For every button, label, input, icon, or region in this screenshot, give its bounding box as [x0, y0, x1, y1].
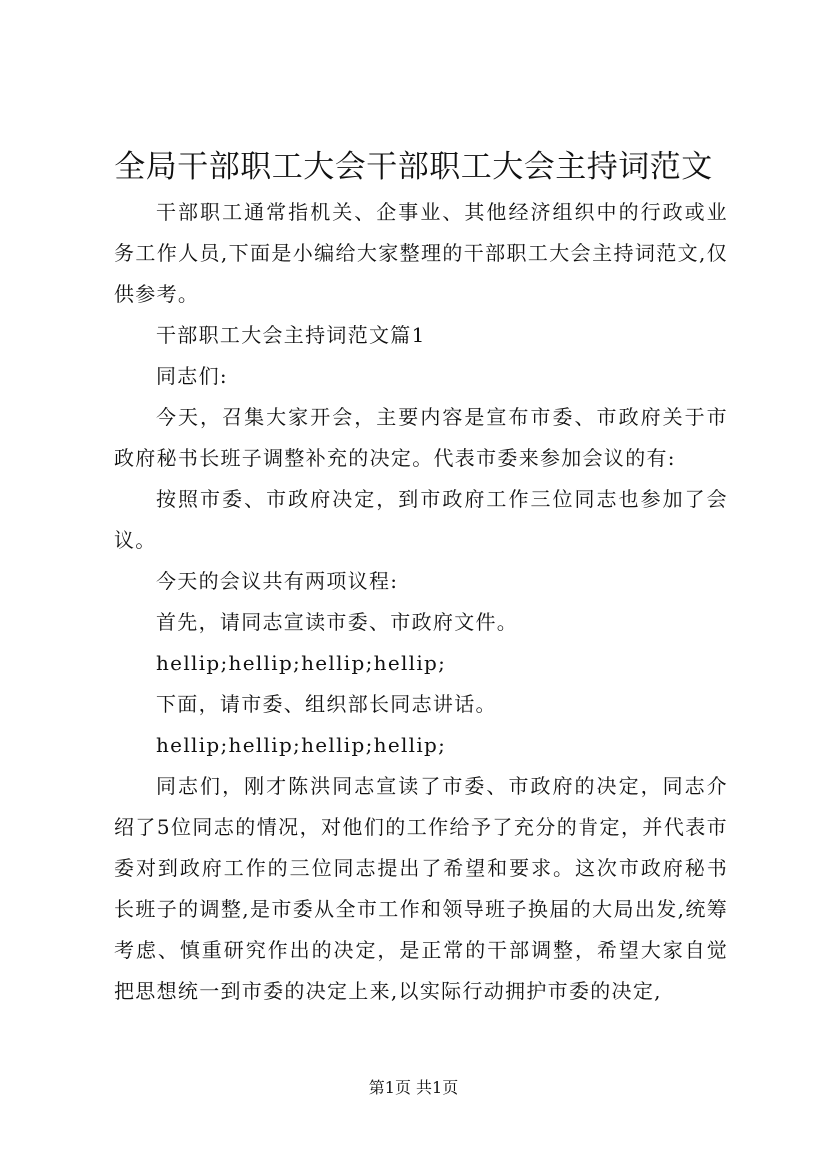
body-paragraph: 按照市委、市政府决定，到市政府工作三位同志也参加了会议。 — [114, 487, 728, 552]
page-footer: 第1页 共1页 — [368, 1078, 459, 1097]
body-paragraph: 下面，请市委、组织部长同志讲话。 — [156, 692, 497, 716]
body-paragraph: 首先，请同志宣读市委、市政府文件。 — [156, 610, 519, 634]
ellipsis-line: hellip;hellip;hellip;hellip; — [156, 651, 447, 675]
body-paragraph: 今天，召集大家开会，主要内容是宣布市委、市政府关于市政府秘书长班子调整补充的决定。代表市委来参加会议的有: — [114, 405, 728, 470]
ellipsis-line: hellip;hellip;hellip;hellip; — [156, 733, 447, 757]
body-paragraph: 今天的会议共有两项议程: — [156, 569, 399, 593]
document-title: 全局干部职工大会干部职工大会主持词范文 — [114, 149, 713, 185]
salutation: 同志们: — [156, 364, 228, 388]
body-paragraph: 同志们，刚才陈洪同志宣读了市委、市政府的决定，同志介绍了5位同志的情况，对他们的工作给予了充分的肯定，并代表市委对到政府工作的三位同志提出了希望和要求。这次市政府秘书长班子的调整,是市委从全市工作和领导班子换届的大局出发,统筹考虑、慎重研究作出的决定，是正常的干部调整，希望大家自觉把思想统一到市委的决定上来,以实际行动拥护市委的决定, — [114, 774, 728, 1003]
document-body — [114, 192, 728, 1012]
section-heading: 干部职工大会主持词范文篇1 — [156, 323, 426, 347]
intro-paragraph: 干部职工通常指机关、企事业、其他经济组织中的行政或业务工作人员,下面是小编给大家整理的干部职工大会主持词范文,仅供参考。 — [114, 200, 728, 306]
